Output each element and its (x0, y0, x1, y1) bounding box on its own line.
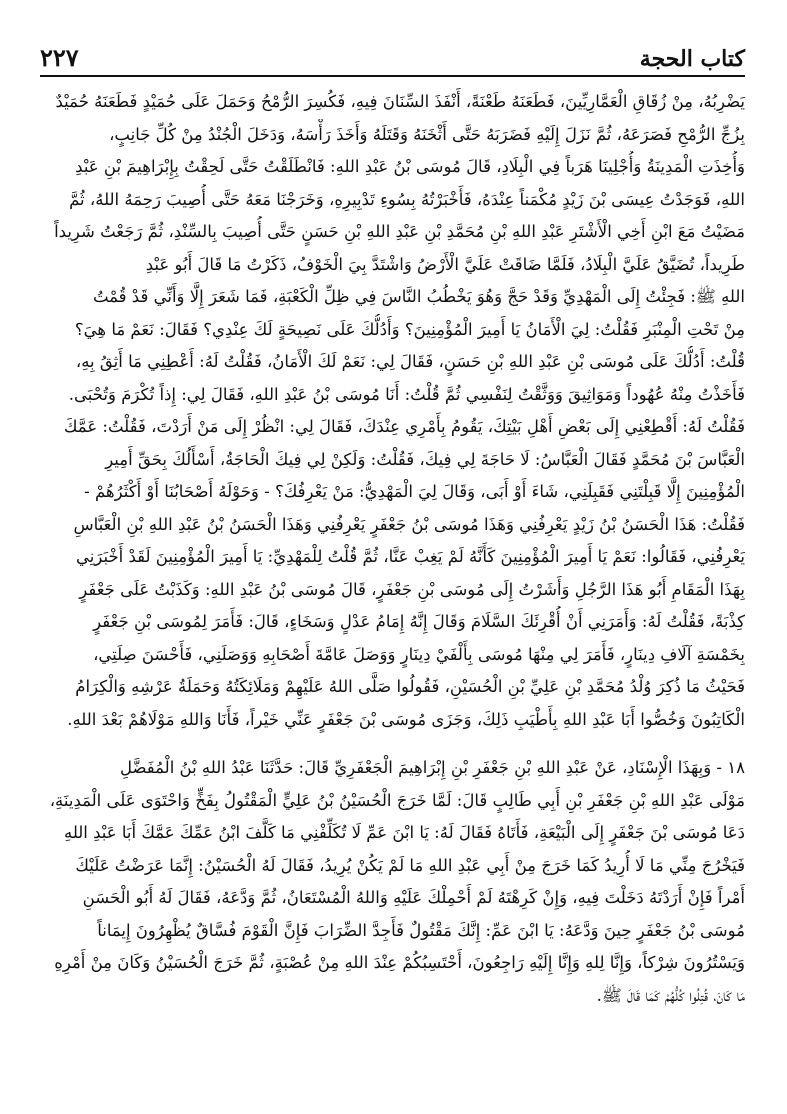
text-line: مَوْلَى عَبْدِ اللهِ بْنِ جَعْفَرِ بْنِ أَبِي طَالِبٍ قَالَ: لَمَّا خَرَجَ الْحُسَيْنُ بْنُ عَلِيٍّ الْمَقْتُولُ بِفَخٍّ وَاحْتَوَى عَلَى الْمَدِينَةِ، (49, 790, 745, 810)
text-line: فَأَخَذْتُ مِنْهُ عُهُوداً وَمَوَاثِيقَ وَوَثَّقْتُ لِنَفْسِي ثُمَّ قُلْتُ: أَنَا مُوسَى بْنُ عَبْدِ اللهِ، فَقَالَ لِي: إِذاً تُكْرَمَ وَتُحْبَى. (68, 384, 745, 404)
text-line: بِخَمْسَةِ آلَافِ دِينَارٍ، فَأَمَرَ لِي مِنْهَا مُوسَى بِأَلْفَيْ دِينَارٍ وَوَصَلَ عَامَّةَ أَصْحَابِهِ وَوَصَلَنِي، فَأَحْسَنَ صِلَتِي، (93, 644, 745, 664)
text-line: فَقُلْتُ لَهُ: أَقْطِعْنِي إِلَى بَعْضِ أَهْلِ بَيْتِكَ، يَقُومُ بِأَمْرِي عِنْدَكَ، فَقَالَ لِي: انْظُرْ إِلَى مَنْ أَرَدْتَ، فَقُلْتُ: عَمَّكَ (63, 417, 745, 436)
paragraph-2 (40, 752, 745, 1012)
text-line: وَأُخِذَتِ الْمَدِينَةُ وَأُجْلِينَا هَرَباً فِي الْبِلَادِ، قَالَ مُوسَى بْنُ عَبْدِ اللهِ: فَانْطَلَقْتُ حَتَّى لَحِقْتُ بِإِبْرَاهِيمَ بْنِ عَبْدِ (75, 157, 745, 176)
text-line: اللهِ، فَوَجَدْتُ عِيسَى بْنَ زَيْدٍ مُكْمَناً عِنْدَهُ، فَأَخْبَرْتُهُ بِسُوءِ تَدْبِيرِهِ، وَخَرَجْنَا مَعَهُ حَتَّى أُصِيبَ رَحِمَهُ اللهُ، ثُمَّ (69, 189, 745, 209)
text-line: أَمْراً فَإِنْ أَرَدْتَهُ دَخَلْتَ فِيهِ، وَإِنْ كَرِهْتَهُ لَمْ أَحْمِلْكَ عَلَيْهِ وَاللهُ الْمُسْتَعَانُ، ثُمَّ وَدَّعَهُ، فَقَالَ لَهُ أَبُو الْحَسَنِ (82, 888, 745, 907)
text-line: قُلْتُ: أَدُلُّكَ عَلَى مُوسَى بْنِ عَبْدِ اللهِ بْنِ حَسَنٍ، فَقَالَ لِي: نَعَمْ لَكَ الْأَمَانُ، فَقُلْتُ لَهُ: أَعْطِنِي مَا أَثِقُ بِهِ، (75, 352, 745, 371)
text-line: مَا كَانَ، قُتِلُوا كُلُّهُمْ كَمَا قَالَ ﷺ. (596, 985, 745, 1005)
text-line: بِزُجِّ الرُّمْحِ فَصَرَعَهُ، ثُمَّ نَزَلَ إِلَيْهِ فَضَرَبَهُ حَتَّى أَثْخَنَهُ وَقَتَلَهُ وَأَخَذَ رَأْسَهُ، وَدَخَلَ الْجُنْدُ مِنْ كُلِّ جَانِبٍ، (109, 124, 745, 144)
paragraph-gap (40, 736, 745, 752)
text-line: يَعْرِفُنِي، فَقَالُوا: نَعَمْ يَا أَمِيرَ الْمُؤْمِنِينَ كَأَنَّهُ لَمْ يَغِبْ عَنَّا، ثُمَّ قُلْتُ لِلْمَهْدِيِّ: يَا أَمِيرَ الْمُؤْمِنِينَ لَقَدْ أَخْبَرَنِي (76, 547, 745, 566)
text-line: طَرِيداً، تُضَيَّقُ عَلَيَّ الْبِلَادُ، فَلَمَّا ضَاقَتْ عَلَيَّ الْأَرْضُ وَاشْتَدَّ بِيَ الْخَوْفُ، ذَكَرْتُ مَا قَالَ أَبُو عَبْدِ (145, 254, 745, 274)
text-line: فَيَخْرُجَ مِنِّي مَا لَا أُرِيدُ كَمَا خَرَجَ مِنْ أَبِي عَبْدِ اللهِ مَا لَمْ يَكُنْ يُرِيدُ، فَقَالَ لَهُ الْحُسَيْنُ: إِنَّمَا عَرَضْتُ عَلَيْكَ (75, 855, 745, 875)
text-line: اللهِ ﷺ: فَجِئْتُ إِلَى الْمَهْدِيِّ وَقَدْ حَجَّ وَهُوَ يَخْطُبُ النَّاسَ فِي ظِلِّ الْكَعْبَةِ، فَمَا شَعَرَ إِلَّا وَأَنِّي قَدْ قُمْتُ (92, 287, 745, 306)
book-title: كتاب الحجة (639, 46, 745, 72)
text-line: كِذْبَةً، فَقُلْتُ لَهُ: وَأَمَرَنِي أَنْ أُقْرِئَكَ السَّلَامَ وَقَالَ إِنَّهُ إِمَامُ عَدْلٍ وَسَخَاءٍ، قَالَ: فَأَمَرَ لِمُوسَى بْنِ جَعْفَرٍ (93, 612, 745, 631)
text-line: مُوسَى بْنُ جَعْفَرٍ حِينَ وَدَّعَهُ: يَا ابْنَ عَمِّ: إِنَّكَ مَقْتُولٌ فَأَجِدَّ الضِّرَابَ فَإِنَّ الْقَوْمَ فُسَّاقٌ يُظْهِرُونَ إِيمَاناً (97, 920, 745, 940)
text-line: بِهَذَا الْمَقَامِ أَبُو هَذَا الرَّجُلِ وَأَشَرْتُ إِلَى مُوسَى بْنِ جَعْفَرٍ، قَالَ مُوسَى بْنُ عَبْدِ اللهِ: وَكَذَبْتُ عَلَى جَعْفَرٍ (79, 579, 745, 599)
text-line: مِنْ تَحْتِ الْمِنْبَرِ فَقُلْتُ: لِيَ الْأَمَانُ يَا أَمِيرَ الْمُؤْمِنِينَ؟ وَأَدُلُّكَ عَلَى نَصِيحَةٍ لَكَ عِنْدِي؟ فَقَالَ: نَعَمْ مَا هِيَ؟ (74, 319, 745, 339)
text-line: فَحَيْثُ مَا ذُكِرَ وُلْدُ مُحَمَّدِ بْنِ عَلِيِّ بْنِ الْحُسَيْنِ، فَقُولُوا صَلَّى اللهُ عَلَيْهِمْ وَمَلَائِكَتُهُ وَحَمَلَةُ عَرْشِهِ وَالْكِرَامُ (75, 677, 745, 696)
text-line: الْكَاتِبُونَ وَخُصُّوا أَبَا عَبْدِ اللهِ بِأَطْيَبِ ذَلِكَ، وَجَزَى مُوسَى بْنَ جَعْفَرٍ عَنِّي خَيْراً، فَأَنَا وَاللهِ مَوْلَاهُمْ بَعْدَ اللهِ. (67, 709, 745, 729)
text-line: ١٨ - وَبِهَذَا الْإِسْنَادِ، عَنْ عَبْدِ اللهِ بْنِ جَعْفَرِ بْنِ إِبْرَاهِيمَ الْجَعْفَرِيِّ قَالَ: حَدَّثَنَا عَبْدُ اللهِ بْنُ الْمُفَضَّلِ (119, 758, 745, 777)
text-line: وَيَسْتُرُونَ شِرْكاً، وَإِنَّا لِلهِ وَإِنَّا إِلَيْهِ رَاجِعُونَ، أَحْتَسِبُكُمْ عِنْدَ اللهِ مِنْ عُصْبَةٍ، ثُمَّ خَرَجَ الْحُسَيْنُ وَكَانَ مِنْ أَمْرِهِ (54, 953, 745, 972)
text-line: يَضْرِبُهُ، مِنْ زُقَاقِ الْعَمَّارِيِّينَ، فَطَعَنَهُ طَعْنَةً، أَنْفَذَ السِّنَانَ فِيهِ، فَكُسِرَ الرُّمْحُ وَحَمَلَ عَلَى حُمَيْدٍ فَطَعَنَهُ حُمَيْدٌ (55, 92, 745, 111)
text-line: الْعَبَّاسَ بْنَ مُحَمَّدٍ فَقَالَ الْعَبَّاسُ: لَا حَاجَةَ لِي فِيكَ، فَقُلْتُ: وَلَكِنْ لِي فِيكَ الْحَاجَةُ، أَسْأَلُكَ بِحَقِّ أَمِيرِ (105, 449, 745, 469)
text-line: دَعَا مُوسَى بْنَ جَعْفَرٍ إِلَى الْبَيْعَةِ، فَأَتَاهُ فَقَالَ لَهُ: يَا ابْنَ عَمِّ لَا تُكَلِّفْنِي مَا كَلَّفَ ابْنُ عَمِّكَ عَمَّكَ أَبَا عَبْدِ اللهِ (63, 823, 745, 842)
page-header (40, 28, 745, 72)
paragraph-1 (40, 86, 745, 736)
text-line: مَضَيْتُ مَعَ ابْنِ أَخِي الْأَشْتَرِ عَبْدِ اللهِ بْنِ مُحَمَّدِ بْنِ عَبْدِ اللهِ بْنِ حَسَنٍ حَتَّى أُصِيبَ بِالسِّنْدِ، ثُمَّ رَجَعْتُ شَرِيداً (54, 222, 745, 241)
body-text (40, 86, 745, 1012)
page-number: ٢٢٧ (40, 43, 79, 72)
text-line: الْمُؤْمِنِينَ إِلَّا قَبِلْتَنِي فَقَبِلَنِي، شَاءَ أَوْ أَبَى، وَقَالَ لِيَ الْمَهْدِيُّ: مَنْ يَعْرِفُكَ؟ - وَحَوْلَهُ أَصْحَابُنَا أَوْ أَكْثَرُهُمْ - (84, 482, 745, 501)
text-line: فَقُلْتُ: هَذَا الْحَسَنُ بْنُ زَيْدٍ يَعْرِفُنِي وَهَذَا مُوسَى بْنُ جَعْفَرٍ يَعْرِفُنِي وَهَذَا الْحَسَنُ بْنُ عَبْدِ اللهِ بْنِ الْعَبَّاسِ (73, 514, 745, 534)
header-divider (40, 75, 745, 77)
